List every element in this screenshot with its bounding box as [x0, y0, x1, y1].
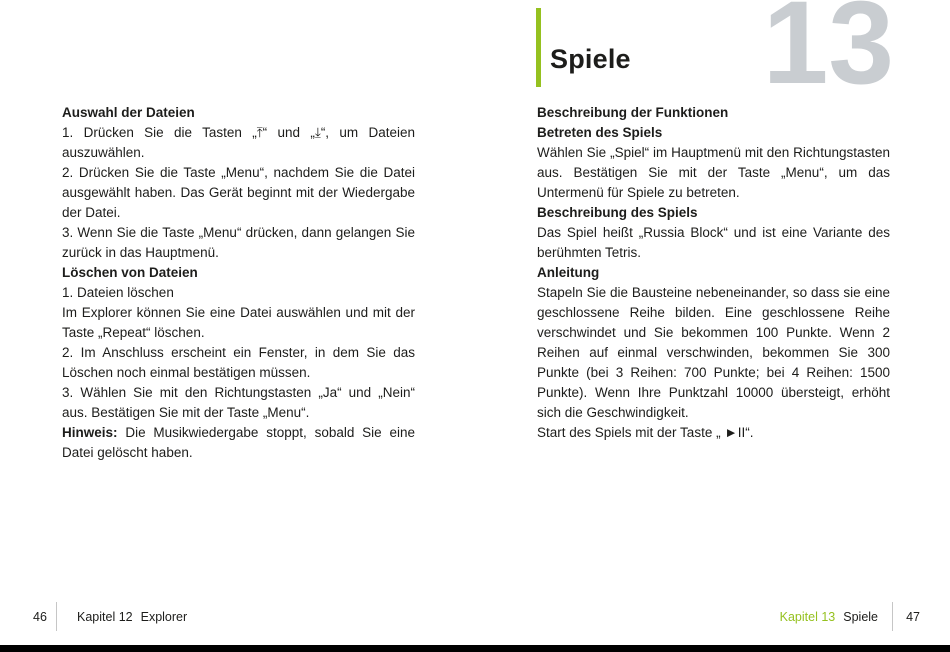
paragraph-enter-game: Wählen Sie „Spiel“ im Hauptmenü mit den Richtungstasten aus. Bestätigen Sie mit der Taste „Menu“, um das Untermenü für Spiele zu betreten.	[537, 145, 890, 200]
section-heading-loeschen: Löschen von Dateien	[62, 265, 198, 280]
chapter-number: 13	[762, 0, 894, 109]
paragraph-confirm-window: 2. Im Anschluss erscheint ein Fenster, in dem Sie das Löschen noch einmal bestätigen müssen.	[62, 345, 415, 380]
paragraph-delete-files: Im Explorer können Sie eine Datei auswählen und mit der Taste „Repeat“ löschen.	[62, 305, 415, 340]
skip-down-icon: ⤓	[314, 125, 321, 140]
left-chapter-title: Explorer	[140, 610, 188, 624]
section-heading-anleitung: Anleitung	[537, 265, 600, 280]
bottom-black-bar	[0, 645, 950, 652]
right-page-number: 47	[906, 610, 920, 624]
left-chapter-label: Kapitel 12	[77, 610, 133, 624]
chapter-accent-bar	[536, 8, 541, 87]
right-chapter-label: Kapitel 13	[779, 610, 836, 624]
skip-up-icon: ⤒	[256, 125, 263, 140]
text-run: “, um Dateien auszuwählen.	[62, 125, 415, 160]
paragraph-select-files	[62, 123, 415, 163]
right-footer-chapter	[780, 609, 878, 625]
section-heading-auswahl: Auswahl der Dateien	[62, 105, 195, 120]
text-run: Start des Spiels mit der Taste „	[537, 425, 725, 440]
play-pause-icon: ►II	[724, 425, 746, 440]
chapter-title: Spiele	[550, 44, 631, 74]
paragraph-instructions: Stapeln Sie die Bausteine nebeneinander, so dass sie eine geschlossene Reihe bilden. Eine geschlossene Reihe verschwindet und Sie bekommen 100 Punkte. Wenn 2 Reihen auf einmal verschwinden, bekommen Sie 300 Punkte (bei 3 Reihen: 700 Punkte; bei 4 Reihen: 1500 Punkte). Wenn Ihre Punktzahl 10000 übersteigt, erhöht sich die Geschwindigkeit.	[537, 285, 890, 420]
paragraph-russia-block: Das Spiel heißt „Russia Block“ und ist eine Variante des berühmten Tetris.	[537, 225, 890, 260]
paragraph-delete-files-title: 1. Dateien löschen	[62, 285, 174, 300]
text-run: “.	[745, 425, 754, 440]
right-page-column	[537, 103, 890, 443]
hinweis-label: Hinweis:	[62, 425, 118, 440]
hinweis-text: Die Musikwiedergabe stoppt, sobald Sie eine Datei gelöscht haben.	[62, 425, 415, 460]
paragraph-back-mainmenu: 3. Wenn Sie die Taste „Menu“ drücken, dann gelangen Sie zurück in das Hauptmenü.	[62, 225, 415, 260]
section-heading-funktionen: Beschreibung der Funktionen	[537, 105, 729, 120]
footer-divider-right	[892, 602, 893, 631]
paragraph-hinweis	[62, 423, 415, 463]
right-chapter-title: Spiele	[843, 610, 878, 624]
text-run: “ und „	[262, 125, 315, 140]
left-page-number: 46	[33, 610, 47, 624]
paragraph-menu-play: 2. Drücken Sie die Taste „Menu“, nachdem Sie die Datei ausgewählt haben. Das Gerät beginnt mit der Wiedergabe der Datei.	[62, 165, 415, 220]
text-run: 1. Drücken Sie die Tasten „	[62, 125, 257, 140]
paragraph-ja-nein: 3. Wählen Sie mit den Richtungstasten „Ja“ und „Nein“ aus. Bestätigen Sie mit der Taste „Menu“.	[62, 385, 415, 420]
section-heading-betreten: Betreten des Spiels	[537, 125, 663, 140]
footer-divider-left	[56, 602, 57, 631]
section-heading-beschreibung-spiel: Beschreibung des Spiels	[537, 205, 698, 220]
left-footer-chapter	[77, 609, 187, 625]
paragraph-start-game	[537, 423, 890, 443]
left-page-column	[62, 103, 415, 463]
